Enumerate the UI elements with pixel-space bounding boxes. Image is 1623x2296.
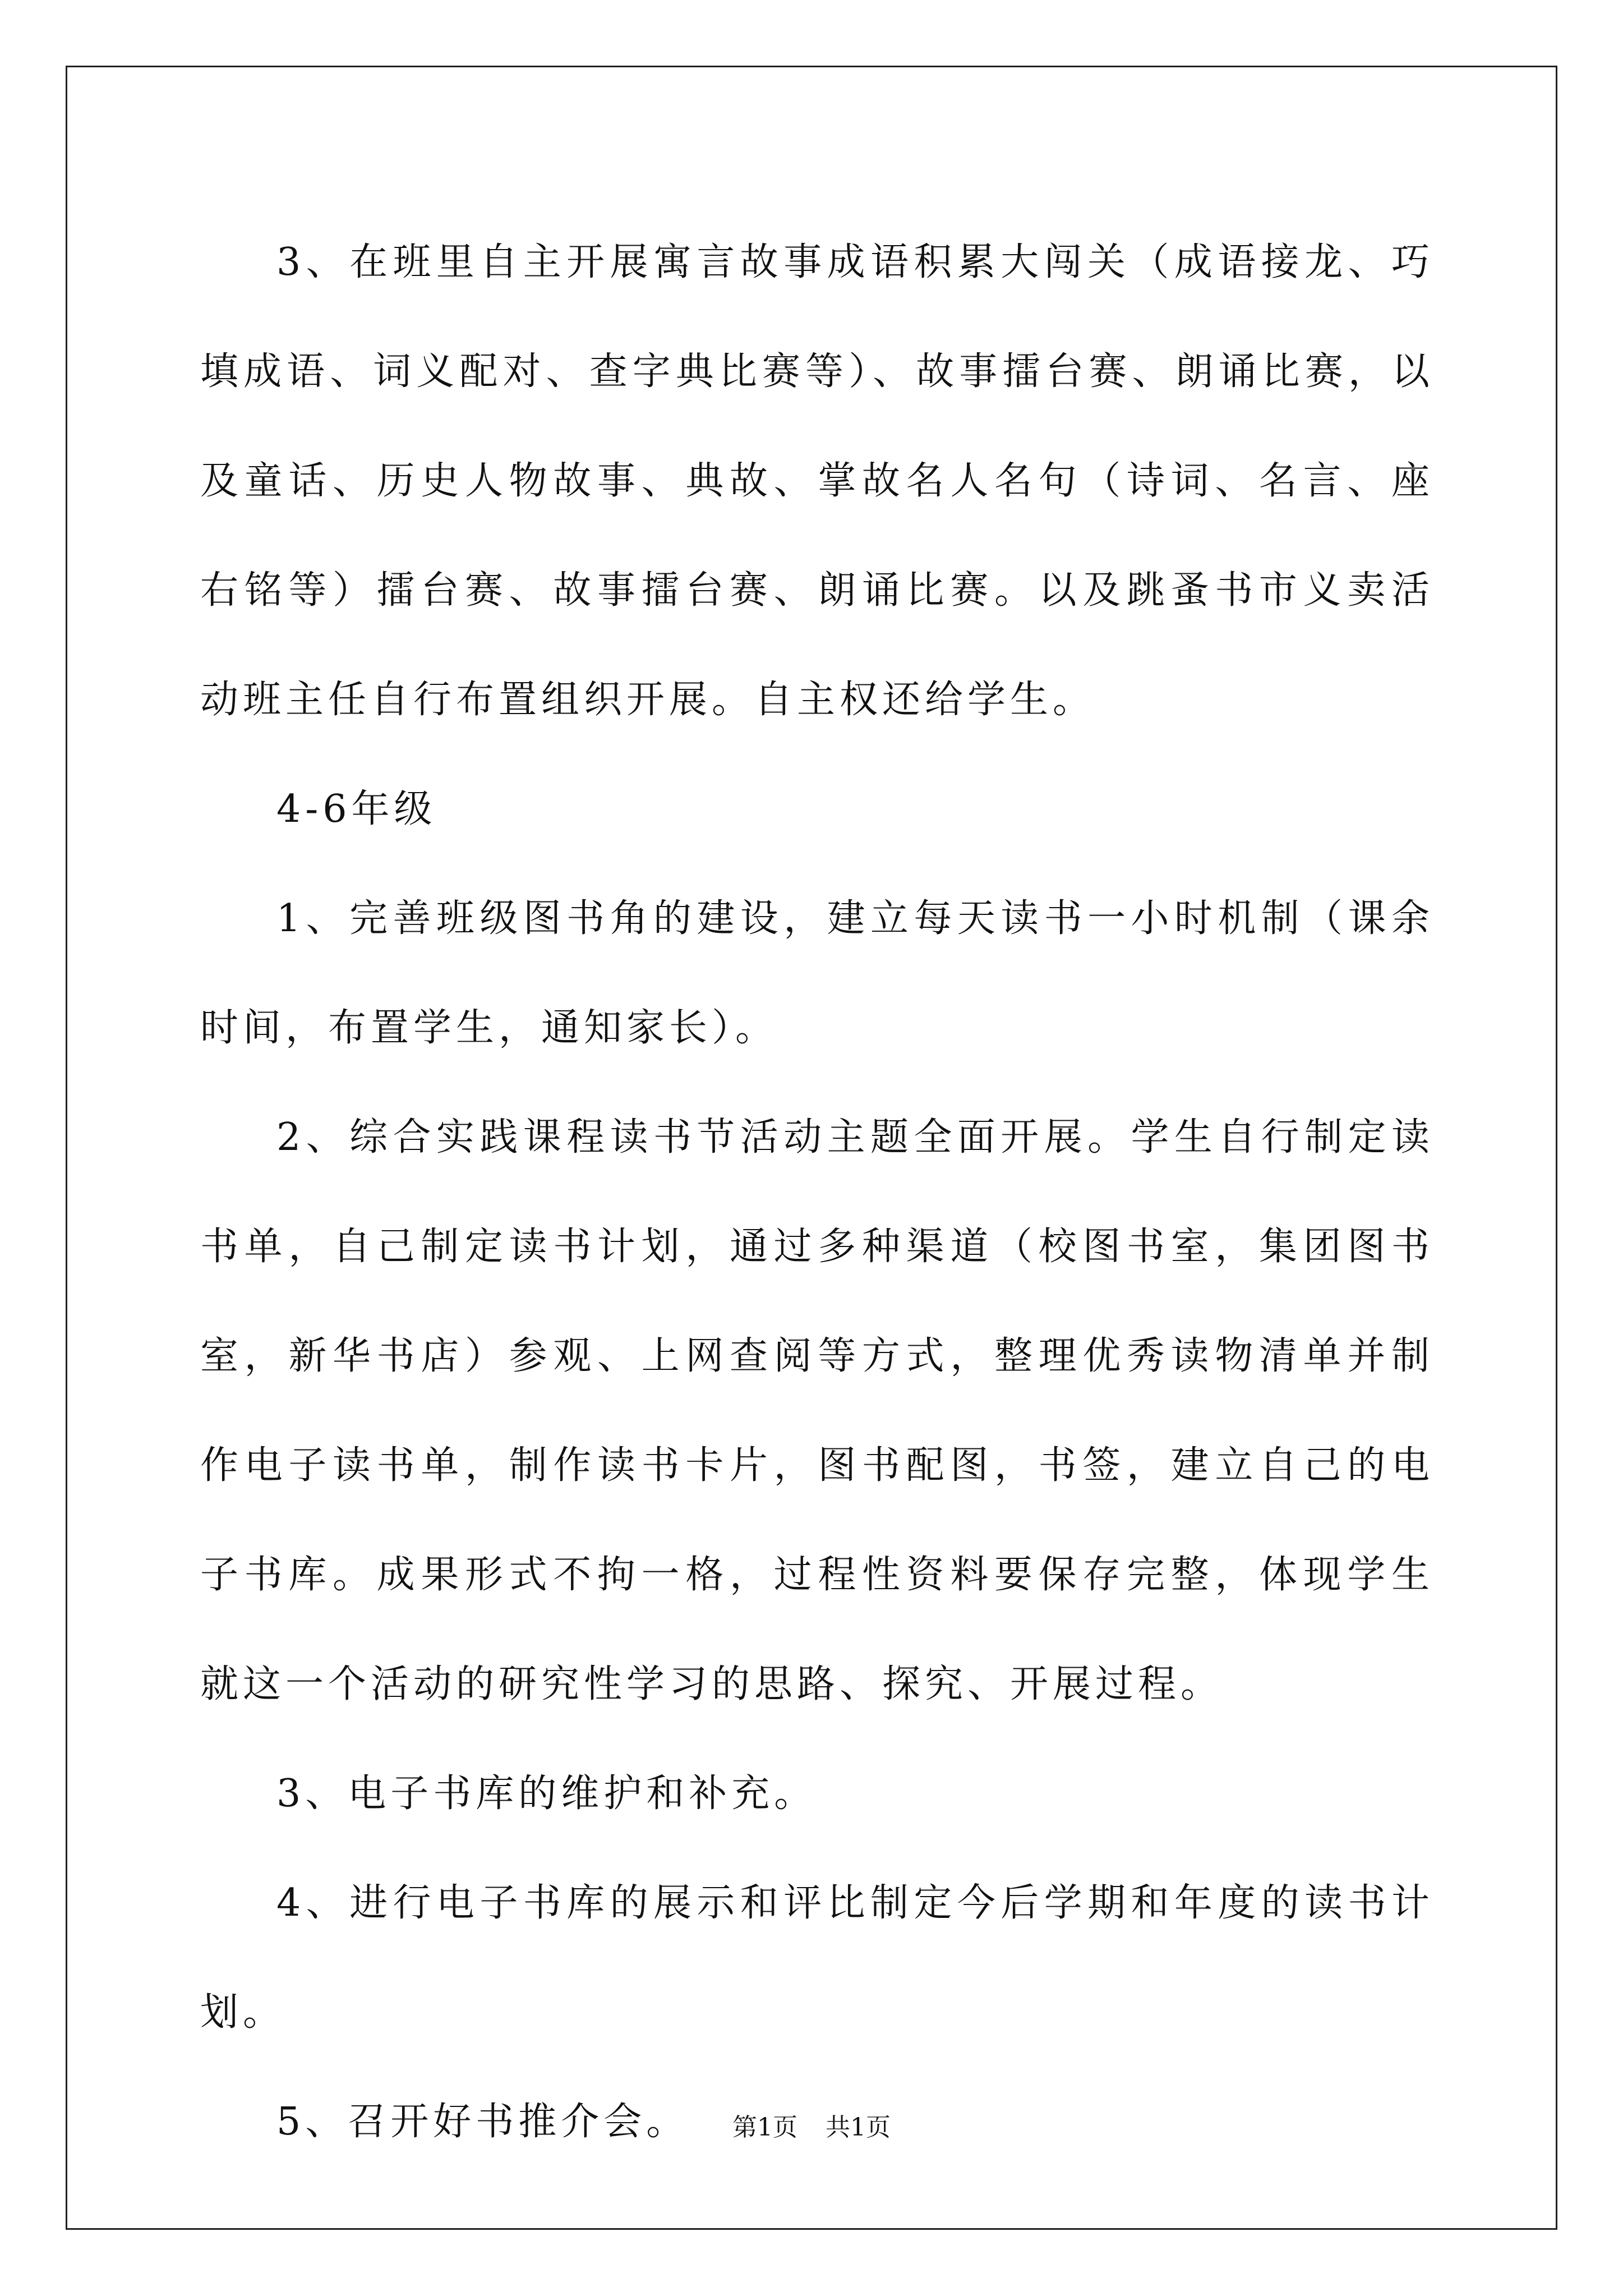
page-footer — [0, 2111, 1623, 2145]
paragraph-item-4: 4、进行电子书库的展示和评比制定今后学期和年度的读书计划。 — [200, 1881, 1434, 2035]
paragraph-activities-grade-1-3: 3、在班里自主开展寓言故事成语积累大闯关（成语接龙、巧填成语、词义配对、查字典比赛等）、故事擂台赛、朗诵比赛，以及童话、历史人物故事、典故、掌故名人名句（诗词、名言、座右铭等）擂台赛、故事擂台赛、朗诵比赛。以及跳蚤书市义卖活动班主任自行布置组织开展。自主权还给学生。 — [200, 240, 1434, 722]
paragraph-item-1: 1、完善班级图书角的建设，建立每天读书一小时机制（课余时间，布置学生，通知家长）。 — [200, 896, 1434, 1050]
paragraph-item-3: 3、电子书库的维护和补充。 — [276, 1772, 817, 1816]
document-body — [200, 208, 1434, 2177]
page-number: 第1页 — [732, 2113, 797, 2142]
paragraph-item-5: 5、召开好书推介会。 — [276, 2100, 689, 2144]
paragraph-item-2: 2、综合实践课程读书节活动主题全面开展。学生自行制定读书单，自己制定读书计划，通过多种渠道（校图书室，集团图书室，新华书店）参观、上网查阅等方式，整理优秀读物清单并制作电子读书单，制作读书卡片，图书配图，书签，建立自己的电子书库。成果形式不拘一格，过程性资料要保存完整，体现学生就这一个活动的研究性学习的思路、探究、开展过程。 — [200, 1115, 1434, 1706]
section-heading-grade-4-6: 4-6年级 — [276, 787, 437, 831]
page-total: 共1页 — [826, 2113, 891, 2142]
